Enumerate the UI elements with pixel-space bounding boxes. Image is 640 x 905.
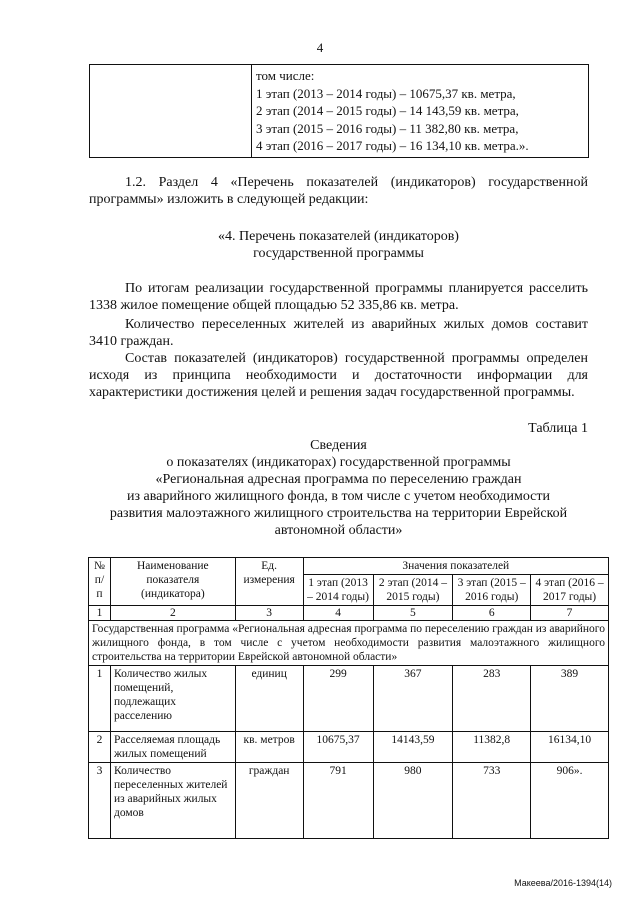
column-number: 3 xyxy=(235,606,303,621)
stage-line: том числе: xyxy=(256,68,315,83)
stage-line: 3 этап (2015 – 2016 годы) – 11 382,80 кв. метра, xyxy=(256,120,519,136)
row-value: 10675,37 xyxy=(303,732,373,763)
table-row xyxy=(89,763,609,839)
row-value: 791 xyxy=(303,763,373,839)
table-title-line2: о показателях (индикаторах) государственной программы xyxy=(166,455,511,470)
indicators-table xyxy=(88,557,609,839)
header-stage: 4 этап (2016 – 2017 годы) xyxy=(531,575,609,606)
row-value: 980 xyxy=(373,763,453,839)
row-value: 389 xyxy=(531,666,609,732)
row-name: Расселяемая площадь жилых помещений xyxy=(110,732,235,763)
stage-line: 4 этап (2016 – 2017 годы) – 16 134,10 кв. метра.». xyxy=(256,138,529,153)
table-title-line6: автономной области» xyxy=(274,523,403,538)
page-number: 4 xyxy=(316,40,324,55)
row-value: 283 xyxy=(453,666,531,732)
row-unit: единиц xyxy=(235,666,303,732)
header-name: Наименование показателя (индикатора) xyxy=(110,558,235,606)
section-heading-line2: государственной программы xyxy=(253,246,424,261)
continuation-left-cell xyxy=(90,65,252,158)
row-name: Количество переселенных жителей из аварийных жилых домов xyxy=(110,763,235,839)
column-number: 2 xyxy=(110,606,235,621)
stage-line: 1 этап (2013 – 2014 годы) – 10675,37 кв. метра, xyxy=(256,85,516,101)
column-number: 7 xyxy=(531,606,609,621)
row-num: 2 xyxy=(89,732,111,763)
table-title-line1: Сведения xyxy=(310,438,367,453)
header-stage: 2 этап (2014 – 2015 годы) xyxy=(373,575,453,606)
row-value: 11382,8 xyxy=(453,732,531,763)
header-stage: 3 этап (2015 – 2016 годы) xyxy=(453,575,531,606)
header-stage: 1 этап (2013 – 2014 годы) xyxy=(303,575,373,606)
table-label: Таблица 1 xyxy=(528,421,588,436)
table-title-line4: из аварийного жилищного фонда, в том числе с учетом необходимости xyxy=(126,489,551,504)
table-title-line3: «Региональная адресная программа по переселению граждан xyxy=(155,472,522,487)
stage-line: 2 этап (2014 – 2015 годы) – 14 143,59 кв. метра, xyxy=(256,103,519,118)
row-unit: граждан xyxy=(235,763,303,839)
row-value: 906». xyxy=(531,763,609,839)
row-num: 1 xyxy=(89,666,111,732)
section-heading-line1: «4. Перечень показателей (индикаторов) xyxy=(218,229,459,244)
row-value: 14143,59 xyxy=(373,732,453,763)
paragraph-1: По итогам реализации государственной программы планируется расселить 1338 жилое помещение общей площадью 52 335,86 кв. метра. xyxy=(89,281,588,313)
row-value: 733 xyxy=(453,763,531,839)
table-row xyxy=(89,666,609,732)
paragraph-3: Состав показателей (индикаторов) государственной программы определен исходя из принципа необходимости и достаточности информации для характеристики достижения целей и решения задач государственной программы. xyxy=(89,351,588,400)
row-value: 367 xyxy=(373,666,453,732)
table-title-line5: развития малоэтажного жилищного строительства на территории Еврейской xyxy=(109,506,568,521)
header-num: № п/п xyxy=(89,558,111,606)
row-name: Количество жилых помещений, подлежащих расселению xyxy=(110,666,235,732)
column-number: 6 xyxy=(453,606,531,621)
continuation-right-cell xyxy=(252,65,589,158)
program-row: Государственная программа «Региональная адресная программа по переселению граждан из аварийного жилищного фонда, в том числе с учетом необходимости развития малоэтажного жилищного строительства на территории Еврейской автономной области» xyxy=(89,621,609,666)
table-row xyxy=(89,732,609,763)
header-values: Значения показателей xyxy=(303,558,608,575)
document-footer-code: Макеева/2016-1394(14) xyxy=(514,878,612,888)
column-number: 4 xyxy=(303,606,373,621)
row-value: 16134,10 xyxy=(531,732,609,763)
column-number: 1 xyxy=(89,606,111,621)
row-unit: кв. метров xyxy=(235,732,303,763)
intro-paragraph: 1.2. Раздел 4 «Перечень показателей (индикаторов) государственной программы» изложить в следующей редакции: xyxy=(89,175,588,207)
continuation-table xyxy=(89,64,589,158)
header-unit: Ед. измерения xyxy=(235,558,303,606)
paragraph-2: Количество переселенных жителей из аварийных жилых домов составит 3410 граждан. xyxy=(89,317,588,349)
row-num: 3 xyxy=(89,763,111,839)
column-number: 5 xyxy=(373,606,453,621)
row-value: 299 xyxy=(303,666,373,732)
